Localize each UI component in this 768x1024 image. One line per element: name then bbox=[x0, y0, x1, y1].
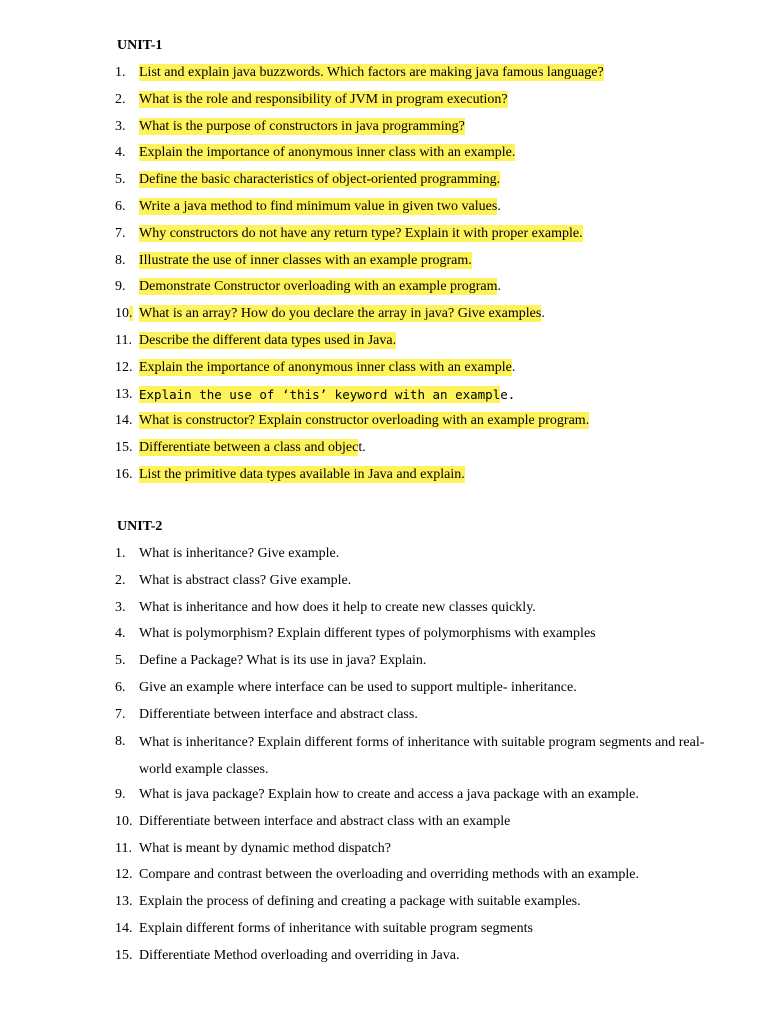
question-number: 11. bbox=[115, 840, 132, 856]
unit1-question-7 bbox=[115, 225, 715, 252]
question-text-highlighted: Explain the importance of anonymous inner class with an example bbox=[139, 359, 512, 375]
unit1-question-2 bbox=[115, 91, 715, 118]
unit2-question-2 bbox=[115, 572, 715, 599]
question-number: 16. bbox=[115, 466, 133, 482]
question-number: 7. bbox=[115, 225, 126, 241]
unit1-question-15 bbox=[115, 439, 715, 466]
question-text: Differentiate between interface and abstract class with an example bbox=[139, 813, 511, 829]
unit2-question-12 bbox=[115, 866, 715, 893]
question-text: What is java package? Explain how to create and access a java package with an example. bbox=[139, 787, 639, 803]
question-text: Explain the process of defining and creating a package with suitable examples. bbox=[139, 894, 581, 910]
unit1-question-14 bbox=[115, 412, 715, 439]
question-text-highlighted: Describe the different data types used in Java. bbox=[139, 332, 397, 348]
question-number: 10. bbox=[115, 813, 133, 829]
question-text-highlighted: List and explain java buzzwords. Which factors are making java famous language? bbox=[139, 65, 604, 80]
question-trail: . bbox=[541, 306, 545, 322]
unit1-question-list bbox=[115, 64, 715, 493]
question-text: What is inheritance? Explain different forms of inheritance with suitable program segments and real-world example classes. bbox=[139, 734, 705, 777]
question-number: 6. bbox=[115, 679, 126, 695]
unit1-question-4 bbox=[115, 144, 715, 171]
question-number: 1. bbox=[115, 546, 126, 561]
question-number: 5. bbox=[115, 653, 126, 669]
unit2-question-1 bbox=[115, 545, 715, 572]
unit1-question-13 bbox=[115, 386, 715, 413]
question-number: 7. bbox=[115, 706, 126, 722]
question-number: 14. bbox=[115, 413, 133, 429]
unit1-question-1 bbox=[115, 64, 715, 91]
question-text: What is polymorphism? Explain different types of polymorphisms with examples bbox=[139, 626, 596, 642]
question-number: 13. bbox=[115, 386, 133, 402]
question-number: 3. bbox=[115, 599, 126, 615]
question-text-highlighted: What is constructor? Explain constructor overloading with an example program. bbox=[139, 413, 590, 429]
unit2-question-11 bbox=[115, 840, 715, 867]
question-text: Differentiate Method overloading and overriding in Java. bbox=[139, 947, 460, 963]
question-number: 4. bbox=[115, 626, 126, 642]
question-number: 8. bbox=[115, 733, 126, 749]
question-text-highlighted: Demonstrate Constructor overloading with an example program bbox=[139, 279, 498, 295]
unit1-question-10 bbox=[115, 305, 715, 332]
question-trail: . bbox=[511, 359, 516, 375]
unit2-question-3 bbox=[115, 599, 715, 626]
question-number: 2. bbox=[115, 91, 126, 107]
question-text-highlighted: What is the purpose of constructors in java programming? bbox=[139, 118, 465, 134]
question-text: Give an example where interface can be used to support multiple- inheritance. bbox=[139, 679, 577, 695]
question-number: 12. bbox=[115, 359, 133, 375]
unit1-question-16 bbox=[115, 466, 715, 493]
question-text-highlighted: Define the basic characteristics of object-oriented programming. bbox=[139, 172, 501, 188]
question-number: 6. bbox=[115, 198, 126, 214]
question-text-highlighted: Differentiate between a class and objec bbox=[139, 440, 359, 456]
question-text: What is inheritance? Give example. bbox=[139, 546, 340, 561]
question-text: What is inheritance and how does it help to create new classes quickly. bbox=[139, 599, 536, 615]
question-text: Differentiate between interface and abstract class. bbox=[139, 706, 418, 722]
unit1-question-9 bbox=[115, 278, 715, 305]
question-number: 14. bbox=[115, 921, 133, 937]
question-text-highlighted: What is the role and responsibility of JVM in program execution? bbox=[139, 91, 508, 107]
question-number: 5. bbox=[115, 172, 126, 188]
question-text-highlighted: Write a java method to find minimum value in given two values bbox=[139, 198, 498, 214]
question-trail: . bbox=[497, 198, 501, 214]
unit1-question-8 bbox=[115, 252, 715, 279]
unit2-question-6 bbox=[115, 679, 715, 706]
question-text-highlighted: What is an array? How do you declare the array in java? Give examples bbox=[139, 306, 542, 322]
question-number: 3. bbox=[115, 118, 126, 134]
question-number: 9. bbox=[115, 787, 126, 803]
question-text-highlighted: Explain the use of ‘this’ keyword with an exampl bbox=[139, 386, 501, 402]
question-text-highlighted: Illustrate the use of inner classes with an example program. bbox=[139, 252, 472, 268]
question-text-highlighted: Explain the importance of anonymous inner class with an example. bbox=[139, 145, 516, 161]
question-number: 11. bbox=[115, 332, 132, 348]
unit2-question-8 bbox=[115, 733, 715, 787]
question-text-highlighted: List the primitive data types available in Java and explain. bbox=[139, 466, 465, 482]
unit2-question-10 bbox=[115, 813, 715, 840]
unit2-question-9 bbox=[115, 786, 715, 813]
question-number: 13. bbox=[115, 894, 133, 910]
unit2-heading: UNIT-2 bbox=[117, 519, 163, 534]
question-number: 9. bbox=[115, 279, 126, 295]
question-text: Define a Package? What is its use in java? Explain. bbox=[139, 653, 427, 669]
unit1-question-5 bbox=[115, 171, 715, 198]
unit2-question-list bbox=[115, 545, 715, 974]
unit1-question-11 bbox=[115, 332, 715, 359]
unit2-question-15 bbox=[115, 947, 715, 974]
question-text: What is meant by dynamic method dispatch? bbox=[139, 840, 391, 856]
unit2-question-13 bbox=[115, 893, 715, 920]
question-number: 15. bbox=[115, 440, 133, 456]
question-number: 15. bbox=[115, 947, 133, 963]
unit1-heading: UNIT-1 bbox=[117, 38, 163, 53]
unit1-question-12 bbox=[115, 359, 715, 386]
unit2-question-4 bbox=[115, 625, 715, 652]
unit1-question-6 bbox=[115, 198, 715, 225]
question-number: 4. bbox=[115, 145, 126, 161]
question-trail: e. bbox=[500, 386, 516, 402]
question-number: 1. bbox=[115, 65, 126, 80]
question-number: 8. bbox=[115, 252, 126, 268]
question-text-highlighted: Why constructors do not have any return type? Explain it with proper example. bbox=[139, 225, 583, 241]
question-number: 10. bbox=[115, 306, 133, 322]
question-number: 12. bbox=[115, 867, 133, 883]
question-trail: . bbox=[497, 279, 501, 295]
question-text: What is abstract class? Give example. bbox=[139, 572, 352, 588]
question-text: Compare and contrast between the overloading and overriding methods with an example. bbox=[139, 867, 639, 883]
unit2-question-5 bbox=[115, 652, 715, 679]
unit2-question-14 bbox=[115, 920, 715, 947]
question-number: 2. bbox=[115, 572, 126, 588]
question-trail: t. bbox=[358, 440, 366, 456]
question-text: Explain different forms of inheritance with suitable program segments bbox=[139, 921, 533, 937]
unit1-question-3 bbox=[115, 118, 715, 145]
